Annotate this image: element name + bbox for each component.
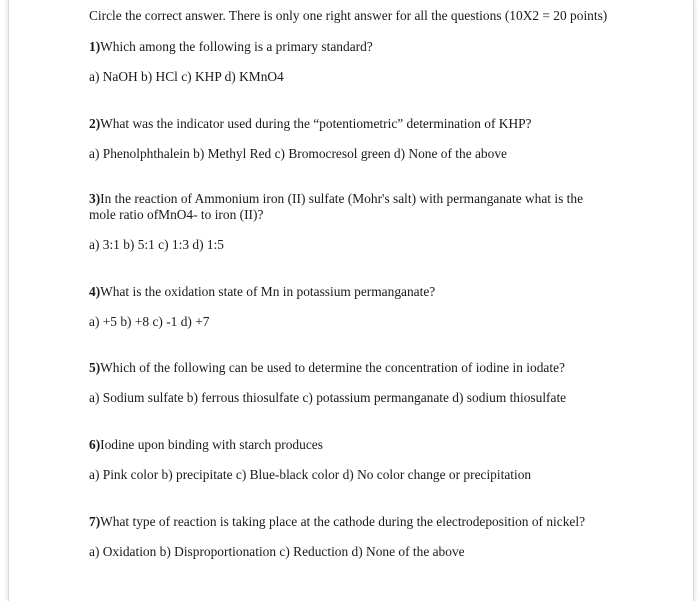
- question-number: 1): [89, 39, 101, 54]
- question-6: [89, 437, 323, 453]
- question-4-options: a) +5 b) +8 c) -1 d) +7: [89, 314, 210, 329]
- instructions: Circle the correct answer. There is only one right answer for all the questions (10X2 = 20 points): [89, 8, 608, 23]
- question-5: [89, 360, 565, 376]
- question-text: What was the indicator used during the “potentiometric” determination of KHP?: [100, 116, 532, 131]
- question-3-options: a) 3:1 b) 5:1 c) 1:3 d) 1:5: [89, 237, 224, 252]
- question-6-options: a) Pink color b) precipitate c) Blue-black color d) No color change or precipitation: [89, 467, 532, 482]
- question-number: 2): [89, 116, 101, 131]
- question-number: 3): [89, 191, 101, 206]
- question-number: 6): [89, 437, 101, 452]
- question-2: [89, 116, 532, 132]
- question-number: 4): [89, 284, 101, 299]
- question-1-options: a) NaOH b) HCl c) KHP d) KMnO4: [89, 69, 284, 84]
- question-2-options: a) Phenolphthalein b) Methyl Red c) Bromocresol green d) None of the above: [89, 146, 507, 161]
- question-7: [89, 514, 585, 530]
- question-3: [89, 191, 609, 223]
- question-text: In the reaction of Ammonium iron (II) sulfate (Mohr's salt) with permanganate what is the mole ratio ofMnO4- to iron (II)?: [89, 191, 584, 222]
- document-page: [8, 0, 694, 601]
- question-1: [89, 39, 373, 55]
- question-text: Which of the following can be used to determine the concentration of iodine in iodate?: [100, 360, 565, 375]
- question-text: What is the oxidation state of Mn in potassium permanganate?: [100, 284, 436, 299]
- question-number: 7): [89, 514, 101, 529]
- question-number: 5): [89, 360, 101, 375]
- question-5-options: a) Sodium sulfate b) ferrous thiosulfate c) potassium permanganate d) sodium thiosulfate: [89, 390, 567, 405]
- question-text: Which among the following is a primary standard?: [100, 39, 373, 54]
- question-text: What type of reaction is taking place at the cathode during the electrodeposition of nickel?: [100, 514, 586, 529]
- question-7-options: a) Oxidation b) Disproportionation c) Reduction d) None of the above: [89, 544, 465, 559]
- question-text: Iodine upon binding with starch produces: [100, 437, 323, 452]
- question-4: [89, 284, 435, 300]
